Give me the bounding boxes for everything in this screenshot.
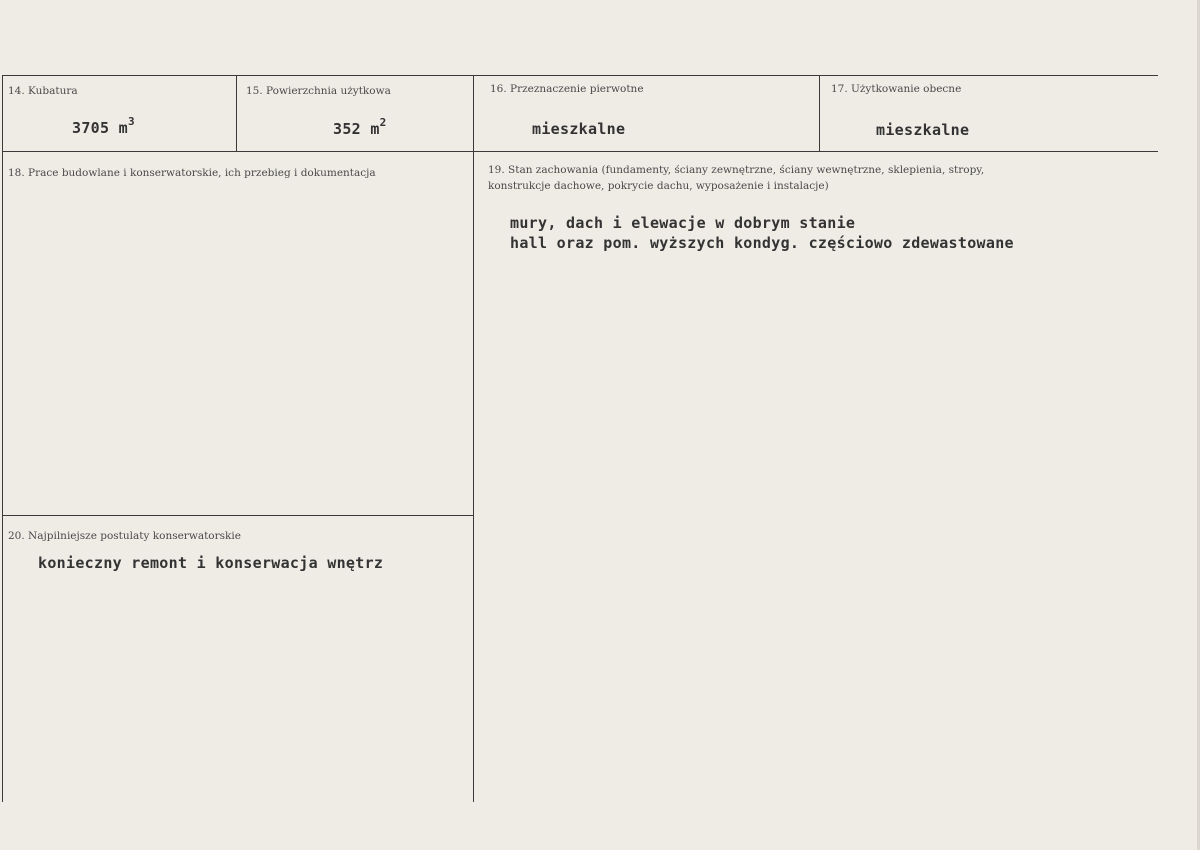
col-divider-14-15 — [236, 75, 237, 151]
row-divider — [2, 151, 1158, 152]
field-18-label: 18. Prace budowlane i konserwatorskie, ich przebieg i dokumentacja — [8, 167, 376, 179]
left-border — [2, 75, 3, 802]
field-20-value: konieczny remont i konserwacja wnętrz — [38, 554, 384, 572]
volume-unit-exponent: 3 — [128, 115, 135, 128]
field-17-value: mieszkalne — [876, 121, 970, 139]
section-divider-20 — [2, 515, 474, 516]
top-rule — [2, 75, 1158, 76]
field-19-label-line2: konstrukcje dachowe, pokrycie dachu, wyposażenie i instalacje) — [488, 180, 829, 192]
field-20-label: 20. Najpilniejsze postulaty konserwatorskie — [8, 530, 241, 542]
col-divider-16-17 — [819, 75, 820, 151]
field-16-label: 16. Przeznaczenie pierwotne — [490, 83, 644, 95]
field-16-value: mieszkalne — [532, 120, 626, 138]
field-15-value — [333, 118, 387, 138]
field-19-value-line2: hall oraz pom. wyższych kondyg. częściowo zdewastowane — [510, 234, 1014, 252]
col-divider-main — [473, 75, 474, 802]
field-14-label: 14. Kubatura — [8, 85, 78, 97]
field-14-value — [72, 117, 135, 137]
field-19-label-line1: 19. Stan zachowania (fundamenty, ściany zewnętrzne, ściany wewnętrzne, sklepienia, stropy, — [488, 164, 985, 176]
area-value: 352 m — [333, 120, 380, 138]
field-15-label: 15. Powierzchnia użytkowa — [246, 85, 391, 97]
field-19-value-line1: mury, dach i elewacje w dobrym stanie — [510, 214, 856, 232]
volume-value: 3705 m — [72, 119, 128, 137]
field-17-label: 17. Użytkowanie obecne — [831, 83, 962, 95]
area-unit-exponent: 2 — [379, 116, 387, 129]
